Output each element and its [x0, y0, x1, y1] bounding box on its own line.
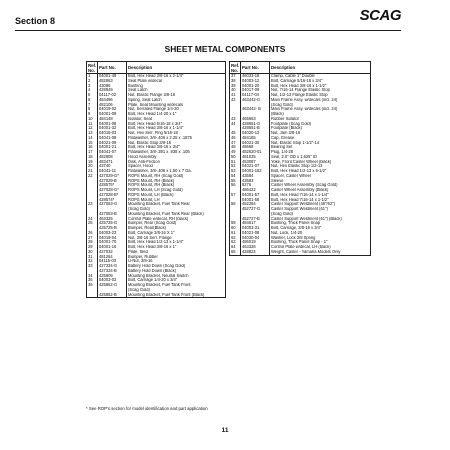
description: Bolt, Hex Head 1/4-20 x 1": [127, 112, 226, 117]
part-number: 04001-49: [98, 74, 127, 79]
part-number: 484165: [241, 136, 270, 141]
description: ROPS Mount, RH (Black): [127, 179, 226, 184]
description: Flatwasher, 3/8-.391 x .938 x .105: [127, 150, 226, 155]
description: Bumper, Rear(Black): [127, 226, 226, 231]
ref-number: 26: [87, 231, 98, 236]
ref-number: 22: [87, 174, 98, 179]
part-number: 48668: [241, 145, 270, 150]
description: Footplate (Black): [270, 126, 371, 131]
description: (Black): [270, 112, 371, 117]
description: Spacer, Hood: [127, 164, 226, 169]
ref-number: 9: [87, 112, 98, 117]
part-number: 427028-B*: [98, 193, 127, 198]
part-number: 425725-G: [98, 221, 127, 226]
part-number: 9276: [241, 183, 270, 188]
part-number: 428651-B: [241, 126, 270, 131]
part-number: 46033-18: [241, 74, 270, 79]
parts-table-right-body: [230, 74, 371, 256]
description: Mounting Bracket, Fuel Tank Rear (Black): [127, 212, 226, 217]
description: Nut, 3/8-16 Serr. Flange: [127, 236, 226, 241]
description: Weight, Caster - Yamaha Models Only: [270, 250, 371, 255]
ref-number: 34: [87, 274, 98, 279]
part-number: 428949: [98, 88, 127, 93]
ref-number: 43: [230, 117, 241, 122]
ref-number: 40: [230, 88, 241, 93]
description: Main Frame Assy. w/decals (incl. 24): [270, 98, 371, 103]
ref-number: 28: [87, 240, 98, 245]
part-number: 452727-G: [241, 207, 270, 212]
ref-number: 24: [87, 217, 98, 222]
description: Caster Support Weldment (61") (Black): [270, 217, 371, 222]
part-number: 04041-08: [98, 136, 127, 141]
description: Nut, Elastic Stop 3/8-16: [127, 141, 226, 146]
part-number: 428824: [241, 250, 270, 255]
part-number: 04001-08: [98, 122, 127, 127]
part-number: 463442- B: [241, 107, 270, 112]
description: (Scag Gold): [270, 212, 371, 217]
ref-number: 55: [230, 179, 241, 184]
page-title: SHEET METAL COMPONENTS: [164, 44, 286, 54]
part-number: 463326: [241, 245, 270, 250]
ref-number: 16: [87, 145, 98, 150]
ref-number: 51: [230, 160, 241, 165]
description: Sleeve: [270, 179, 371, 184]
description: Nut, Serrated Flange 1/4-20: [127, 107, 226, 112]
ref-number: 27: [87, 236, 98, 241]
part-number: 482620-01: [241, 150, 270, 155]
ref-number: [87, 293, 98, 298]
ref-number: 30: [87, 250, 98, 255]
description: Bolt, Carriage 3/8-16 X 1": [127, 231, 226, 236]
description: (Scag Gold): [270, 103, 371, 108]
ref-number: 12: [87, 126, 98, 131]
ref-number: 14: [87, 136, 98, 141]
part-number: 425809: [98, 274, 127, 279]
ref-number: 62: [230, 236, 241, 241]
part-number: 43584: [241, 174, 270, 179]
part-number: 04019-02: [98, 107, 127, 112]
ref-number: 5: [87, 93, 98, 98]
part-number: 43740: [98, 164, 127, 169]
ref-number: 65: [230, 250, 241, 255]
ref-number: 29: [87, 245, 98, 250]
part-number: 43086: [98, 84, 127, 89]
description: (Scag Gold): [127, 288, 226, 293]
column-header-part: Part No.: [241, 62, 270, 74]
ref-number: 3: [87, 84, 98, 89]
description: Bolt, Carriage 5/16-18 x 3/4": [270, 79, 371, 84]
brand-logo: SCAG: [359, 7, 401, 24]
part-number: 482863: [98, 79, 127, 84]
part-number: 428574*: [98, 198, 127, 203]
description: Seal, 2.0" OD x 1.625" ID: [270, 155, 371, 160]
part-number: 04021-09: [98, 141, 127, 146]
description: Plate, Sled: [127, 250, 226, 255]
ref-number: 25: [87, 221, 98, 226]
ref-number: 49: [230, 150, 241, 155]
ref-number: 35: [87, 278, 98, 283]
parts-table-left: [86, 61, 226, 298]
part-number: 04003-02: [98, 278, 127, 283]
description: Footplate (Scag Gold): [270, 122, 371, 127]
part-number: 04001-57: [241, 193, 270, 198]
ref-number: 46: [230, 136, 241, 141]
description: Bolt, Carriage, 3/8-16 x 3/4": [270, 226, 371, 231]
parts-table-left-body: [87, 74, 226, 298]
description: Caster Support Weldment (48"/52"): [270, 202, 371, 207]
description: Mounting Bracket, Neutral Switch: [127, 274, 226, 279]
part-number: 04021-08: [241, 231, 270, 236]
section-label: Section 8: [15, 16, 56, 26]
ref-number: 17: [87, 150, 98, 155]
ref-number: 45: [230, 131, 241, 136]
ref-number: 48: [230, 145, 241, 150]
ref-number: 38: [230, 79, 241, 84]
part-number: 481264: [98, 255, 127, 260]
part-number: 428575*: [98, 183, 127, 188]
description: Nut, Elastic Stop 1-1/2"-14: [270, 141, 371, 146]
description: Nut, 7/16-14 Flange Elastic Stop: [270, 88, 371, 93]
part-number: 04117-02: [98, 93, 127, 98]
part-number: 482808: [98, 155, 127, 160]
part-number: 428651-G: [241, 122, 270, 127]
description: Plug, 1/4-28: [270, 150, 371, 155]
ref-number: 54: [230, 174, 241, 179]
ref-number: 19: [87, 160, 98, 165]
description: Control Plate w/decal, LH (black): [270, 245, 371, 250]
ref-number: 53: [230, 169, 241, 174]
part-number: 04003-23: [98, 231, 127, 236]
description: U-Nut, 3/8-16: [127, 259, 226, 264]
description: Bushing, Thick Panel Snap: [270, 221, 371, 226]
description: ROPS Mount, LH (Scag Gold): [127, 188, 226, 193]
description: Mounting Bracket, Fuel Tank Rear: [127, 202, 226, 207]
ref-number: 41: [230, 93, 241, 98]
header-rule: [15, 30, 401, 31]
table-row: [230, 250, 371, 255]
description: (Scag Gold): [127, 207, 226, 212]
part-number: 463442-G: [241, 98, 270, 103]
part-number: 427029-G*: [98, 174, 127, 179]
part-number: 452727-B: [241, 217, 270, 222]
part-number: 484148: [98, 117, 127, 122]
part-number: 427029-B: [98, 179, 127, 184]
description: Spring, Seat Latch: [127, 98, 226, 103]
part-number: 04001-162: [241, 169, 270, 174]
description: Bumper, Rubber: [127, 255, 226, 260]
description: Control Plate w/decal, RH (black): [127, 217, 226, 222]
part-number: 425862-B: [98, 293, 127, 298]
part-number: 04021-30: [241, 141, 270, 146]
ref-number: 44: [230, 122, 241, 127]
description: Isolator, Seat: [127, 117, 226, 122]
ref-number: 64: [230, 245, 241, 250]
description: Mounting Bracket, Fuel Tank Front: [127, 283, 226, 288]
column-header-ref: Ref. No.: [231, 62, 240, 73]
description: Bolt, Hex Head 1/2-13 x 6-1/2": [270, 169, 371, 174]
part-number: 452284: [241, 202, 270, 207]
column-header-description: Description: [270, 62, 371, 74]
description: Flatwasher, 3/8-.406 x 2.25 x .1875: [127, 136, 226, 141]
part-number: 04001-09: [98, 112, 127, 117]
part-number: 04001-58: [241, 198, 270, 203]
ref-number: 23: [87, 202, 98, 207]
part-number: 04020-12: [241, 131, 270, 136]
description: Bushing: [127, 84, 226, 89]
description: Spacer, Caster Wheel: [270, 174, 371, 179]
ref-number: 63: [230, 240, 241, 245]
description: Bushing, Thick Panel Snap - 1": [270, 240, 371, 245]
part-number: 04117-04: [241, 93, 270, 98]
description: Bearing Set: [270, 145, 371, 150]
part-number: 04001-70: [98, 240, 127, 245]
part-number: 465663: [241, 117, 270, 122]
description: Plate, Seat Mounting w/decals: [127, 103, 226, 108]
part-number: 427334-B: [98, 269, 127, 274]
part-number: 427063-G: [98, 202, 127, 207]
ref-number: 61: [230, 231, 241, 236]
ref-number: 42: [230, 98, 241, 103]
description: Seat Latch: [127, 88, 226, 93]
ref-number: 59: [230, 221, 241, 226]
ref-number: 60: [230, 226, 241, 231]
description: Clamp, Cable 1" Double: [270, 74, 371, 79]
part-number: 04019-04: [98, 236, 127, 241]
part-number: 04016-03: [98, 131, 127, 136]
ref-number: 4: [87, 88, 98, 93]
part-number: 427028-G*: [98, 188, 127, 193]
page-number: 11: [221, 427, 229, 434]
description: ROPS Mount, RH (Black): [127, 183, 226, 188]
description: Bolt, Hex Head 7/16-14 x 1-1/4": [270, 193, 371, 198]
description: Nut, Hex Elastic Stop 1/2-13: [270, 164, 371, 169]
description: Bolt, Hex Head 3/8-16 x 2-1/4": [127, 74, 226, 79]
column-header-part: Part No.: [98, 62, 127, 74]
ref-number: 10: [87, 117, 98, 122]
column-header-description: Description: [127, 62, 226, 74]
ref-number: 58: [230, 202, 241, 207]
description: Mounting Bracket, Fuel Tank Front (Black): [127, 293, 226, 298]
ref-number: 52: [230, 164, 241, 169]
ref-number: 20: [87, 164, 98, 169]
column-header-ref: Ref. No.: [88, 62, 97, 73]
description: Nut, Lock, 1/4-20: [270, 231, 371, 236]
ref-number: 56: [230, 183, 241, 188]
description: Bolt, Carriage 1/4-20 x 3/4": [127, 278, 226, 283]
description: Caster Wheel Assembly (Black): [270, 188, 371, 193]
description: Seat Plate w/decal: [127, 79, 226, 84]
ref-number: 11: [87, 122, 98, 127]
parts-table-right: [229, 61, 371, 256]
description: Bolt, Hex Head 3/8-16 x 1": [127, 245, 226, 250]
description: Bumper, Rear (Scag Gold): [127, 221, 226, 226]
part-number: 04001-32: [98, 126, 127, 131]
description: Rubber Isolator: [270, 117, 371, 122]
ref-number: 33: [87, 264, 98, 269]
description: Battery Hold Down (Black): [127, 269, 226, 274]
description: Hood Assembly: [127, 155, 226, 160]
description: Bolt, Hex Head 5/16-18 x 3/4": [127, 122, 226, 127]
ref-number: 21: [87, 169, 98, 174]
part-number: 427032: [98, 250, 127, 255]
ref-number: 47: [230, 141, 241, 146]
ref-number: 36: [87, 283, 98, 288]
ref-number: 32: [87, 259, 98, 264]
description: Caster Wheel Assembly (Scag Gold): [270, 183, 371, 188]
description: ROPS Mount, RH (Scag Gold): [127, 174, 226, 179]
ref-number: 13: [87, 131, 98, 136]
description: Washer, Lock 3/8 Spring: [270, 236, 371, 241]
part-number: 04003-12: [241, 79, 270, 84]
ref-number: 57: [230, 193, 241, 198]
part-number: 484617: [241, 221, 270, 226]
ref-number: 1: [87, 74, 98, 79]
description: Yoke, Front Caster Wheel (black): [270, 160, 371, 165]
part-number: 04041-07: [98, 150, 127, 155]
ref-number: 50: [230, 155, 241, 160]
part-number: 486019: [241, 240, 270, 245]
table-row: [87, 293, 226, 298]
ref-number: 15: [87, 141, 98, 146]
part-number: 481025: [241, 155, 270, 160]
ref-number: 8: [87, 107, 98, 112]
description: Bolt, Hex Head 3/8-16 x 1-1/2": [270, 84, 371, 89]
part-number: 04115-03: [98, 259, 127, 264]
part-number: 43583: [241, 179, 270, 184]
part-number: 453087: [241, 160, 270, 165]
description: Nut, Jam 3/8-16: [270, 131, 371, 136]
description: Bolt, Hex Head 1/2-13 x 1-1/4": [127, 240, 226, 245]
part-number: 04017-09: [241, 88, 270, 93]
description: ROPS Mount, LH (Black): [127, 193, 226, 198]
description: Main Frame Assy. w/decals (incl. 24): [270, 107, 371, 112]
ref-number: 2: [87, 79, 98, 84]
ref-number: 18: [87, 155, 98, 160]
description: Nut, Hex Serr. Flng 5/16-18: [127, 131, 226, 136]
part-number: 483471: [98, 160, 127, 165]
part-number: 04030-04: [241, 236, 270, 241]
ref-number: 6: [87, 98, 98, 103]
footnote: * See ROP's section for model identification and part application: [86, 406, 208, 411]
part-number: 427063-B: [98, 212, 127, 217]
description: Disk, Anti-Friction: [127, 160, 226, 165]
part-number: 04021-07: [241, 164, 270, 169]
description: Bolt, Hex Head 3/8-16 x 3/4": [127, 145, 226, 150]
part-number: 425862-G: [98, 283, 127, 288]
ref-number: 39: [230, 84, 241, 89]
part-number: 04001-16: [98, 245, 127, 250]
part-number: 04003-31: [241, 226, 270, 231]
description: Nut, 1/2-13 Flange Elastic Stop: [270, 93, 371, 98]
description: Nut, Elastic Flange 3/8-16: [127, 93, 226, 98]
description: ROPS Mount, LH: [127, 198, 226, 203]
ref-number: 7: [87, 103, 98, 108]
ref-number: 37: [230, 74, 241, 79]
part-number: 484496: [98, 98, 127, 103]
part-number: 04001-20: [241, 84, 270, 89]
description: Battery Hold Down (Scag Gold): [127, 264, 226, 269]
part-number: 04001-21: [98, 145, 127, 150]
description: Bolt, Hex Head 3/8-16 x 1-1/4": [127, 126, 226, 131]
description: Flatwasher, 3/8-.406 x 1.50 x 7 Ga.: [127, 169, 226, 174]
part-number: 425725-B: [98, 226, 127, 231]
part-number: 463325: [98, 217, 127, 222]
description: Caster Support Weldment (61"): [270, 207, 371, 212]
part-number: 486422: [241, 188, 270, 193]
description: Cap, Grease: [270, 136, 371, 141]
description: Bolt, Hex Head 7/16-14 x 1-1/2": [270, 198, 371, 203]
part-number: 04041-11: [98, 169, 127, 174]
part-number: 482106: [98, 103, 127, 108]
ref-number: 31: [87, 255, 98, 260]
part-number: 427334-G: [98, 264, 127, 269]
